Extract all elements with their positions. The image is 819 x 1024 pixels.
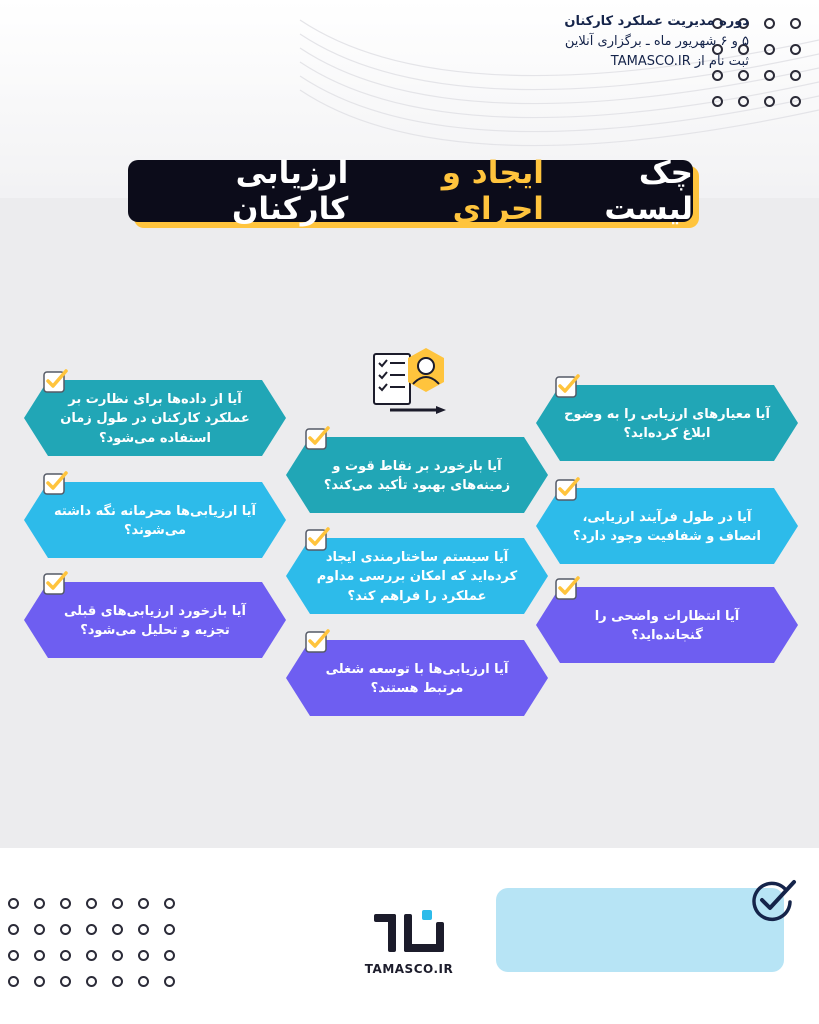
course-promo-text xyxy=(564,12,749,72)
card-previous-feedback xyxy=(24,582,286,658)
course-registration: ثبت نام از TAMASCO.IR xyxy=(610,54,749,70)
card-text: آیا در طول فرآیند ارزیابی، انصاف و شفافیت وجود دارد؟ xyxy=(572,509,761,544)
card-text: آیا معیارهای ارزیابی را به وضوح ابلاغ کرده‌اید؟ xyxy=(564,406,770,441)
title-part-left: ارزیابی کارکنان xyxy=(231,155,349,227)
title-highlight: ایجاد و اجرای xyxy=(441,155,544,227)
card-text: آیا انتظارات واضحی را گنجانده‌اید؟ xyxy=(594,608,740,643)
card-data-monitoring xyxy=(24,380,286,456)
card-career-development xyxy=(286,640,548,716)
logo-text: TAMASCO.IR xyxy=(364,962,454,976)
card-criteria-communicated xyxy=(536,385,798,461)
card-text: آیا سیستم ساختارمندی ایجاد کرده‌اید که امکان بررسی مداوم عملکرد را فراهم کند؟ xyxy=(316,549,518,604)
card-text: آیا بازخورد بر نقاط قوت و زمینه‌های بهبود تأکید می‌کند؟ xyxy=(323,458,511,493)
card-feedback-strengths xyxy=(286,437,548,513)
card-text: آیا بازخورد ارزیابی‌های قبلی تجزیه و تحلیل می‌شود؟ xyxy=(63,603,247,638)
card-text: آیا از داده‌ها برای نظارت بر عملکرد کارکنان در طول زمان استفاده می‌شود؟ xyxy=(60,391,250,446)
page-title xyxy=(128,155,693,227)
card-clear-expectations xyxy=(536,587,798,663)
check-circle-icon xyxy=(746,876,800,924)
tamasco-logo-icon xyxy=(368,908,450,956)
card-confidentiality xyxy=(24,482,286,558)
checklist-person-icon xyxy=(370,346,454,416)
title-part-right: چک لیست xyxy=(604,155,693,227)
course-promo-box xyxy=(496,888,784,972)
card-structured-system xyxy=(286,538,548,614)
dot-grid-bottom xyxy=(8,898,175,987)
card-text: آیا ارزیابی‌ها با توسعه شغلی مرتبط هستند؟ xyxy=(325,661,509,696)
card-fairness-transparency xyxy=(536,488,798,564)
card-text: آیا ارزیابی‌ها محرمانه نگه داشته می‌شوند؟ xyxy=(53,503,257,538)
course-title: دوره مدیریت عملکرد کارکنان xyxy=(564,14,749,29)
course-dates: ۵ و ۶ شهریور ماه ـ برگزاری آنلاین xyxy=(564,34,749,50)
